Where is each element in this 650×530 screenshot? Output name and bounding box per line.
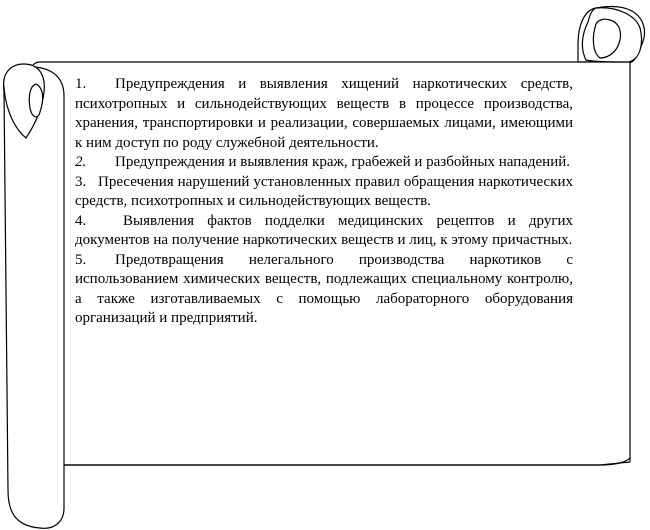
scroll-text-block xyxy=(75,75,573,329)
list-item xyxy=(75,75,573,153)
item-text: Предотвращения нелегального производства наркотиков с использованием химических веществ, подлежащих специальному контролю, а также изготавливаемых с помощью лабораторного оборудования организаций и предприятий. xyxy=(75,251,573,326)
list-item xyxy=(75,251,573,329)
item-text: Выявления фактов подделки медицинских рецептов и других документов на получение наркотических веществ и лиц, к этому причастных. xyxy=(75,212,573,248)
item-text: Предупреждения и выявления хищений наркотических средств, психотропных и сильнодействующих веществ в процессе производства, хранения, транспортировки и реализации, совершаемых лицами, имеющими к ним доступ по роду служебной деятельности. xyxy=(75,76,573,151)
item-number: 2. xyxy=(75,154,87,170)
item-number: 4. xyxy=(75,212,87,229)
item-text: Пресечения нарушений установленных правил обращения наркотических средств, психотропных и сильнодействующих веществ. xyxy=(75,173,573,209)
item-number: 3. xyxy=(75,173,87,190)
item-text: Предупреждения и выявления краж, грабежей и разбойных нападений. xyxy=(115,154,571,170)
list-item xyxy=(75,212,573,251)
list-item xyxy=(75,173,573,212)
item-number: 1. xyxy=(75,76,87,92)
scroll-bottom-curl xyxy=(4,67,64,528)
list-item xyxy=(75,153,573,173)
item-number: 5. xyxy=(75,251,87,268)
